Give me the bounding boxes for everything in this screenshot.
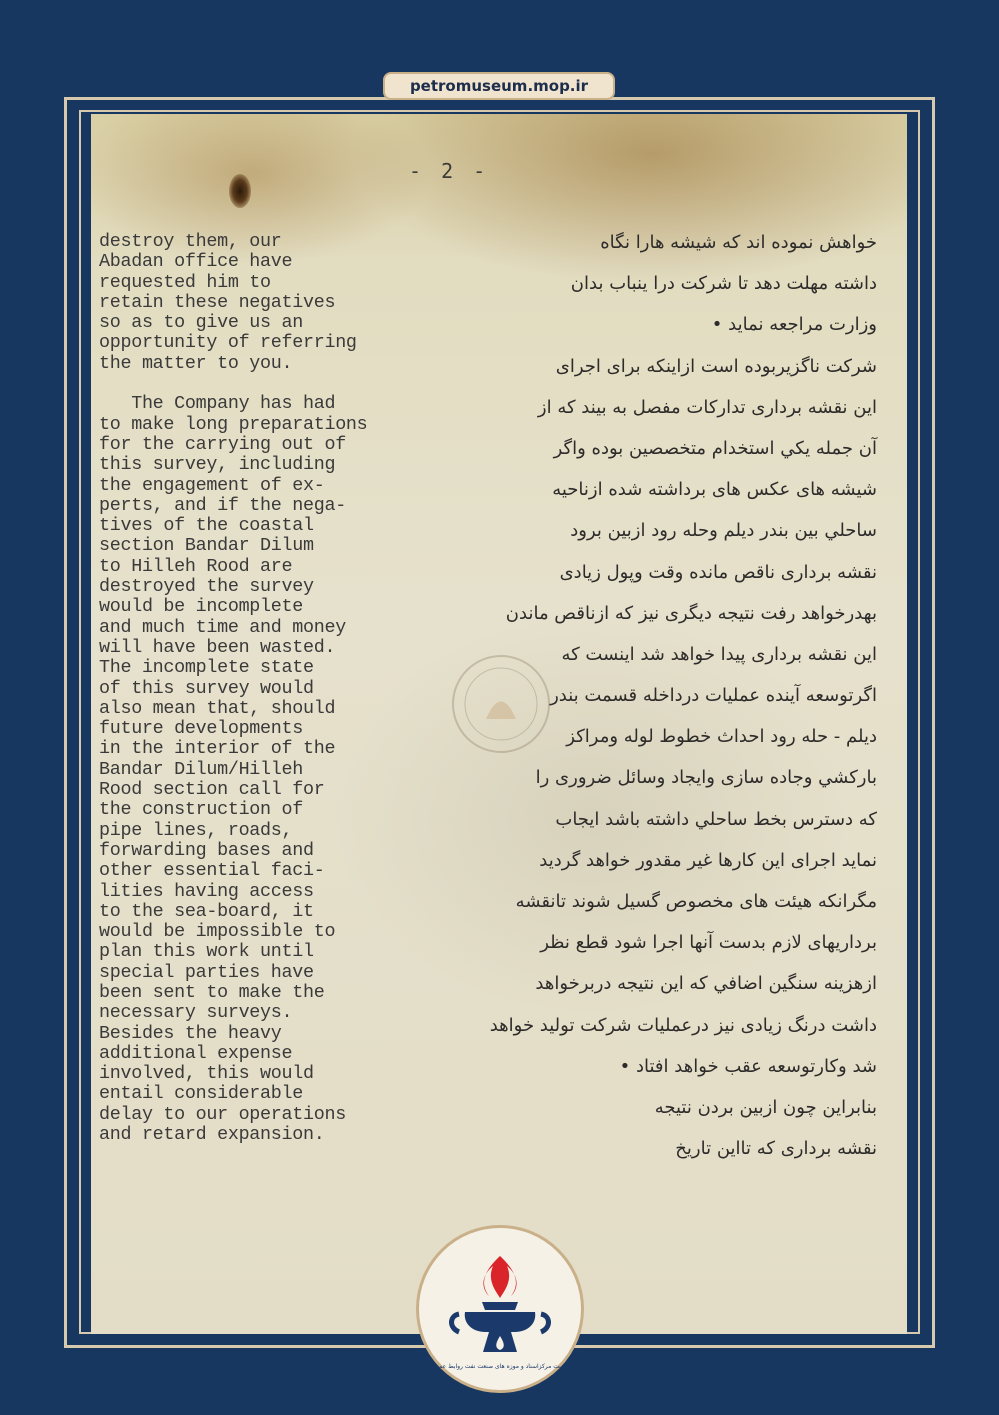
english-text-line: The Company has had — [99, 393, 336, 415]
persian-text-line: آن جمله يکي استخدام متخصصین بوده واگر — [553, 437, 877, 459]
english-text-line: pipe lines, roads, — [99, 819, 293, 841]
english-text-line: Abadan office have — [99, 251, 293, 273]
english-text-line: Rood section call for — [99, 779, 325, 801]
persian-text-line: شیشه های عکس های برداشته شده ازناحیه — [552, 479, 877, 501]
english-text-line: The incomplete state — [99, 657, 314, 679]
persian-text-line: داشت درنگ زیادی نیز درعملیات شرکت تولید خواهد — [489, 1014, 877, 1036]
burn-mark — [229, 174, 251, 208]
english-text-line: destroy them, our — [99, 231, 282, 252]
english-text-line: requested him to — [99, 271, 271, 293]
english-text-line: forwarding bases and — [99, 839, 314, 861]
english-text-line: additional expense — [99, 1042, 293, 1064]
english-text-line: Besides the heavy — [99, 1022, 282, 1044]
website-url-badge[interactable]: petromuseum.mop.ir — [383, 72, 615, 100]
persian-text-line: بارکشي وجاده سازی وایجاد وسائل ضروری را — [535, 767, 877, 789]
english-text-line: the matter to you. — [99, 352, 293, 374]
oil-flame-emblem-icon — [419, 1228, 581, 1390]
english-text-line: and retard expansion. — [99, 1124, 325, 1146]
persian-text-line: مگرانکه هیئت های مخصوص گسیل شوند تانقشه — [515, 891, 877, 912]
document-page — [91, 114, 907, 1334]
english-text-line: retain these negatives — [99, 291, 336, 313]
ministry-logo — [416, 1225, 584, 1393]
english-text-line: involved, this would — [99, 1063, 314, 1085]
persian-text-line: که دسترس بخط ساحلي داشته باشد ایجاب — [555, 808, 877, 830]
english-text-line: so as to give us an — [99, 312, 303, 334]
english-text-line: plan this work until — [99, 941, 314, 963]
persian-text-line: داشته مهلت دهد تا شرکت درا ینباب بدان — [570, 273, 877, 295]
persian-text-line: دیلم - حله رود احداث خطوط لوله ومراکز — [566, 726, 877, 748]
english-text-column — [99, 232, 419, 1145]
persian-text-line: نماید اجرای این کارها غیر مقدور خواهد گردید — [539, 849, 877, 871]
english-text-line: entail considerable — [99, 1083, 303, 1105]
english-text-line: lities having access — [99, 880, 314, 902]
persian-text-line: نقشه برداری ناقص مانده وقت وپول زیادی — [559, 561, 877, 583]
page-number: - 2 - — [409, 159, 490, 183]
english-text-line: would be incomplete — [99, 596, 303, 618]
persian-text-line: نقشه برداری که تااین تاریخ — [675, 1138, 877, 1160]
english-text-line: other essential faci- — [99, 860, 325, 882]
persian-text-line: این نقشه برداری پیدا خواهد شد اینست که — [561, 643, 877, 665]
persian-text-line: خواهش نموده اند که شیشه هارا نگاه — [600, 232, 877, 253]
english-text-line: future developments — [99, 718, 303, 740]
english-text-line: will have been wasted. — [99, 636, 336, 658]
english-text-line: to make long preparations — [99, 413, 368, 435]
persian-text-line: بنابراین چون ازبین بردن نتیجه — [654, 1096, 877, 1118]
persian-text-line: وزارت مراجعه نماید • — [711, 314, 877, 336]
persian-text-line: برداریهای لازم بدست آنها اجرا شود قطع نظر — [540, 932, 877, 954]
english-text-line: Bandar Dilum/Hilleh — [99, 758, 303, 780]
english-text-line: section Bandar Dilum — [99, 535, 314, 557]
english-text-line: delay to our operations — [99, 1103, 346, 1125]
english-text-line: the engagement of ex- — [99, 474, 325, 496]
english-text-line: perts, and if the nega- — [99, 494, 346, 516]
english-text-line: destroyed the survey — [99, 576, 314, 598]
english-text-line: in the interior of the — [99, 738, 336, 760]
persian-text-line: اگرتوسعه آینده عملیات درداخله قسمت بندر — [550, 685, 877, 707]
english-text-line: to the sea-board, it — [99, 900, 314, 922]
persian-text-line: ازهزینه سنگین اضافي که این نتیجه دربرخواهد — [535, 973, 877, 995]
persian-text-line: این نقشه برداری تدارکات مفصل به بیند که از — [537, 396, 877, 418]
english-text-line — [99, 374, 419, 394]
english-text-line: would be impossible to — [99, 921, 336, 943]
persian-text-line: شرکت ناگزیربوده است ازاینکه برای اجرای — [555, 355, 877, 377]
persian-text-line: شد وکارتوسعه عقب خواهد افتاد • — [619, 1055, 877, 1077]
persian-text-line: ساحلي بین بندر دیلم وحله رود ازبین برود — [570, 520, 877, 542]
english-text-line: tives of the coastal — [99, 515, 314, 537]
english-text-line: special parties have — [99, 961, 314, 983]
english-text-line: of this survey would — [99, 677, 314, 699]
english-text-line: this survey, including — [99, 454, 336, 476]
persian-text-column — [447, 222, 877, 1169]
english-text-line: and much time and money — [99, 616, 346, 638]
logo-caption: مدیریت مرکزاسناد و موزه های صنعت نفت روابط عمومی — [427, 1363, 573, 1370]
english-text-line: for the carrying out of — [99, 433, 346, 455]
english-text-line: to Hilleh Rood are — [99, 555, 293, 577]
english-text-line: been sent to make the — [99, 981, 325, 1003]
english-text-line: necessary surveys. — [99, 1002, 293, 1024]
english-text-line: also mean that, should — [99, 697, 336, 719]
persian-text-line: بهدرخواهد رفت نتیجه دیگری نیز که ازناقص ماندن — [505, 602, 877, 624]
english-text-line: the construction of — [99, 799, 303, 821]
english-text-line: opportunity of referring — [99, 332, 357, 354]
